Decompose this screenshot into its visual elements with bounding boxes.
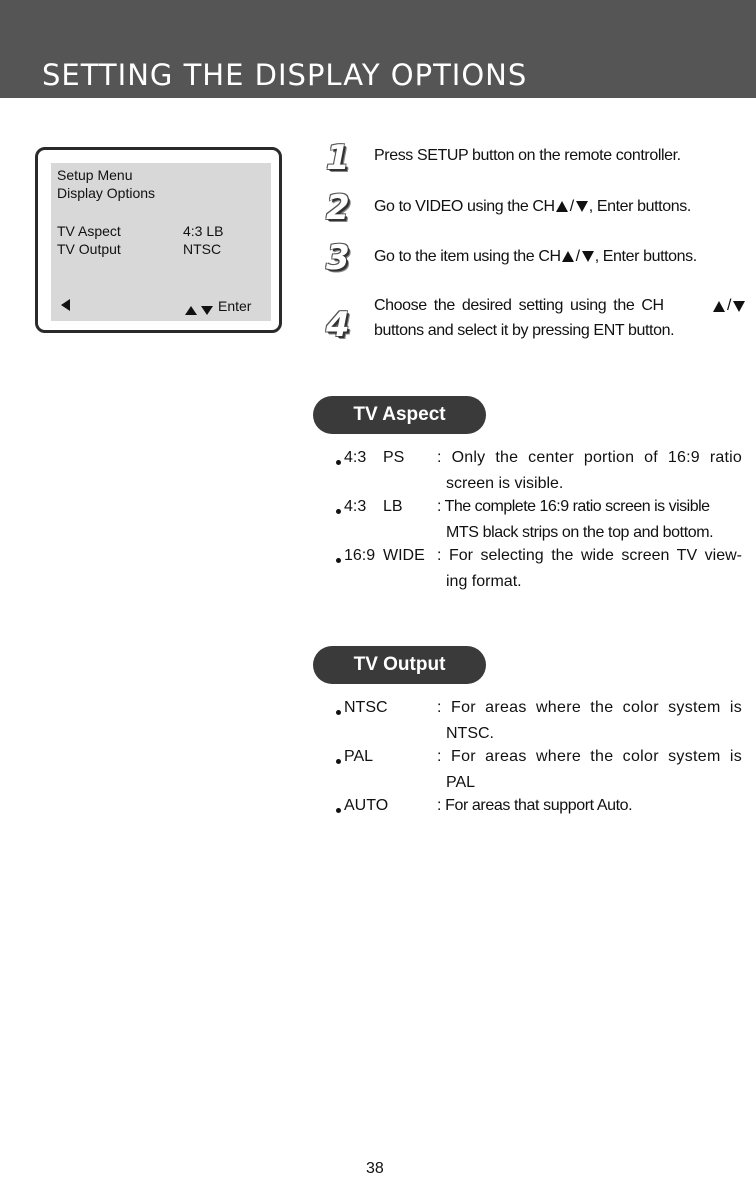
ch-down-icon <box>582 251 594 262</box>
step-text-post: , Enter buttons. <box>594 248 697 265</box>
step-text-post: , Enter buttons. <box>588 198 691 215</box>
step-text-pre: Choose the desired setting using the CH <box>374 297 664 314</box>
osd-line-setup-menu: Setup Menu <box>57 167 133 183</box>
bullet-icon <box>336 759 341 764</box>
step-number: 1 <box>326 138 350 178</box>
option-label: AUTO <box>344 797 389 814</box>
option-desc: : Only the center portion of 16:9 ratio <box>437 449 742 466</box>
ch-up-icon <box>713 301 725 312</box>
ch-up-icon <box>562 251 574 262</box>
step-text: Go to VIDEO using the CH / , Enter buttons. <box>374 198 691 215</box>
step-text: Press SETUP button on the remote controller. <box>374 147 681 164</box>
option-desc: : For areas where the color system is <box>437 748 742 765</box>
ch-up-icon <box>556 201 568 212</box>
step-number: 2 <box>326 188 350 228</box>
bullet-icon <box>336 808 341 813</box>
up-arrow-icon <box>185 306 197 315</box>
step-text-pre: Go to the item using the CH <box>374 248 561 265</box>
option-label: PAL <box>344 748 374 765</box>
ch-down-icon <box>733 301 745 312</box>
option-desc: : For selecting the wide screen TV view- <box>437 547 742 564</box>
step-text: Choose the desired setting using the CH / <box>374 297 746 315</box>
page-title: SETTING THE DISPLAY OPTIONS <box>42 58 528 92</box>
option-desc: : For areas that support Auto. <box>437 797 633 814</box>
page-number: 38 <box>366 1160 384 1177</box>
option-mode: WIDE <box>383 547 425 564</box>
option-ratio: 16:9 <box>344 547 376 564</box>
option-mode: PS <box>383 449 405 466</box>
step-text: Go to the item using the CH / , Enter buttons. <box>374 248 697 265</box>
option-mode: LB <box>383 498 403 515</box>
bullet-icon <box>336 558 341 563</box>
step-text-pre: Go to VIDEO using the CH <box>374 198 555 215</box>
bullet-icon <box>336 509 341 514</box>
osd-row-value: NTSC <box>183 241 222 257</box>
osd-line-display-options: Display Options <box>57 185 156 201</box>
ch-down-icon <box>576 201 588 212</box>
option-label: NTSC <box>344 699 388 716</box>
option-desc-cont: screen is visible. <box>446 475 564 492</box>
option-ratio: 4:3 <box>344 449 367 466</box>
step-number: 3 <box>326 238 350 278</box>
tv-screen-illustration <box>35 147 282 333</box>
option-desc-cont: ing format. <box>446 573 522 590</box>
left-arrow-icon <box>61 299 70 311</box>
osd-row-label: TV Aspect <box>57 223 121 239</box>
option-ratio: 4:3 <box>344 498 367 515</box>
step-text-line2: buttons and select it by pressing ENT button. <box>374 322 675 339</box>
option-desc-cont: PAL <box>446 774 476 791</box>
bullet-icon <box>336 710 341 715</box>
option-desc-cont: NTSC. <box>446 725 494 742</box>
option-desc: : For areas where the color system is <box>437 699 742 716</box>
section-title-tv-aspect: TV Aspect <box>313 396 486 434</box>
osd-row-value: 4:3 LB <box>183 223 224 239</box>
osd-row-label: TV Output <box>57 241 121 257</box>
option-desc-cont: MTS black strips on the top and bottom. <box>446 524 714 541</box>
step-number: 4 <box>326 305 350 345</box>
header-bar <box>0 0 756 98</box>
bullet-icon <box>336 460 341 465</box>
osd-menu <box>51 163 271 321</box>
section-title-tv-output: TV Output <box>313 646 486 684</box>
osd-enter-label: Enter <box>218 298 252 314</box>
option-desc: : The complete 16:9 ratio screen is visible <box>437 498 710 515</box>
down-arrow-icon <box>201 306 213 315</box>
